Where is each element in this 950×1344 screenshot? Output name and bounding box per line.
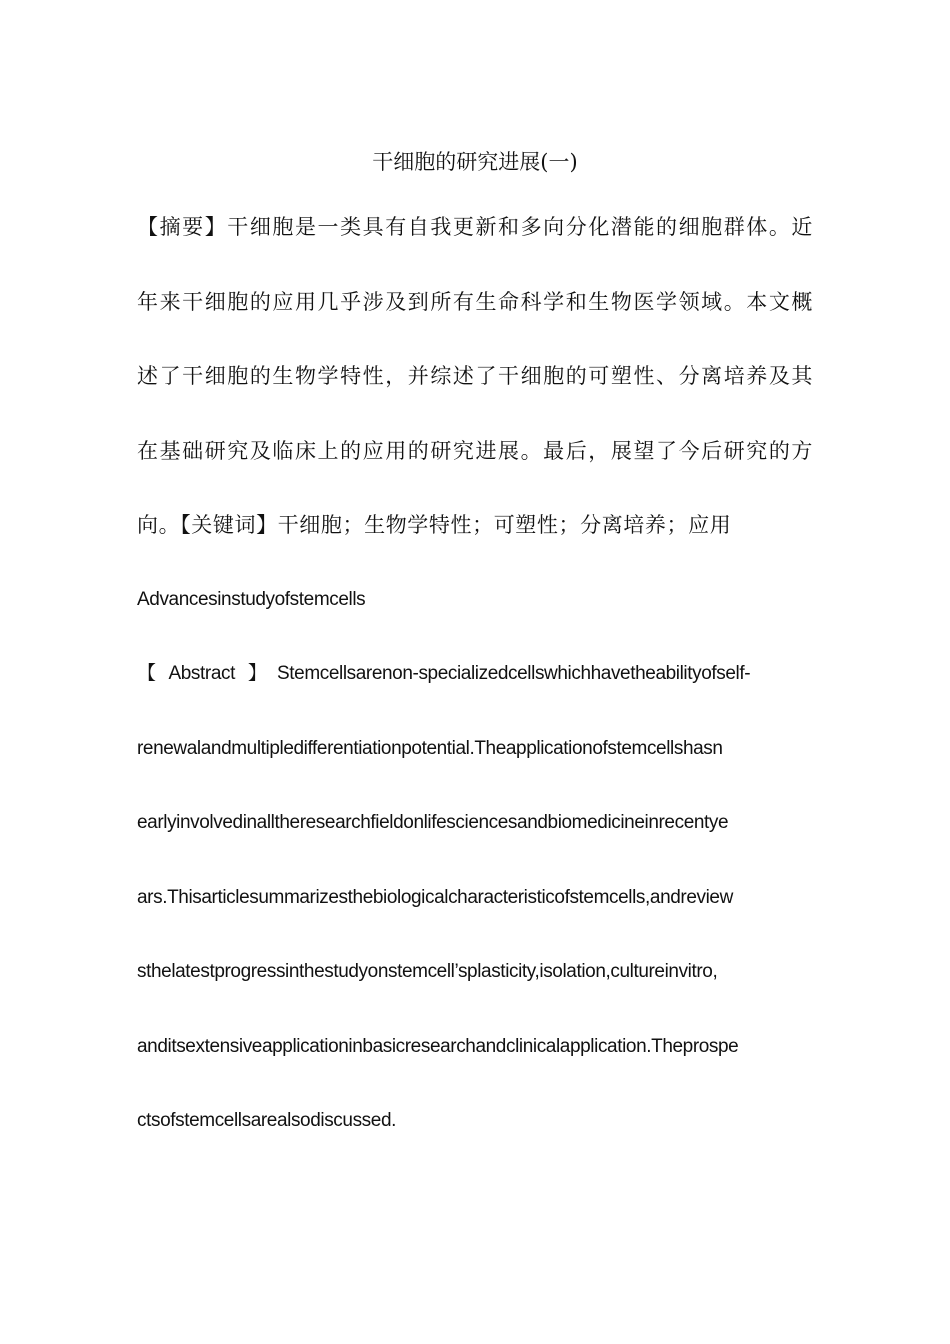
chinese-abstract-line-1: 【摘要】干细胞是一类具有自我更新和多向分化潜能的细胞群体。近 bbox=[137, 215, 813, 239]
english-abstract-line-6: anditsextensiveapplicationinbasicresearchandclinicalapplication.Theprospe bbox=[137, 1036, 739, 1057]
chinese-abstract-line-5: 向。【关键词】干细胞；生物学特性；可塑性；分离培养；应用 bbox=[137, 513, 732, 537]
document-title: 干细胞的研究进展(一) bbox=[372, 150, 578, 174]
english-abstract-line-2: renewalandmultipledifferentiationpotential.Theapplicationofstemcellshasn bbox=[137, 738, 723, 759]
english-abstract-line-7: ctsofstemcellsarealsodiscussed. bbox=[137, 1110, 396, 1131]
english-abstract-label: 【 Abstract 】 bbox=[137, 663, 267, 684]
english-abstract-line-4: ars.Thisarticlesummarizesthebiologicalcharacteristicofstemcells,andreview bbox=[137, 887, 733, 908]
chinese-abstract-line-3: 述了干细胞的生物学特性，并综述了干细胞的可塑性、分离培养及其 bbox=[137, 364, 813, 388]
chinese-abstract-line-4: 在基础研究及临床上的应用的研究进展。最后，展望了今后研究的方 bbox=[137, 439, 813, 463]
english-abstract-line-1: Stemcellsarenon-specializedcellswhichhavetheabilityofself- bbox=[277, 663, 751, 684]
english-abstract-first-line bbox=[137, 659, 813, 689]
english-title: Advancesinstudyofstemcells bbox=[137, 589, 366, 610]
english-abstract-line-5: sthelatestprogressinthestudyonstemcell’splasticity,isolation,cultureinvitro, bbox=[137, 961, 718, 982]
english-abstract-line-3: earlyinvolvedinalltheresearchfieldonlifesciencesandbiomedicineinrecentye bbox=[137, 812, 729, 833]
chinese-abstract-line-2: 年来干细胞的应用几乎涉及到所有生命科学和生物医学领域。本文概 bbox=[137, 290, 813, 314]
